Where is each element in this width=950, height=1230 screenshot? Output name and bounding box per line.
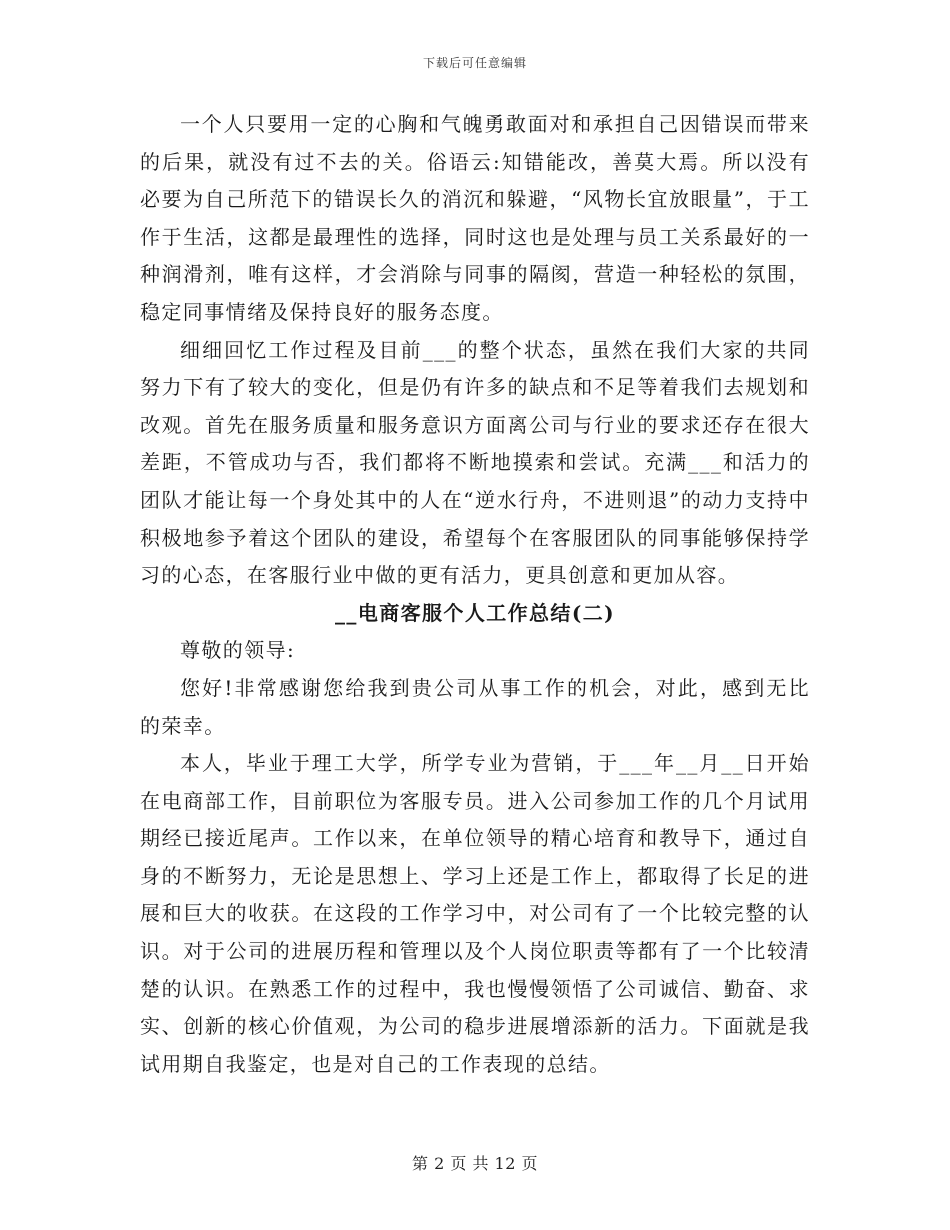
section-title: __电商客服个人工作总结(二)	[335, 600, 615, 625]
paragraph-3: 您好!非常感谢您给我到贵公司从事工作的机会，对此，感到无比的荣幸。	[140, 675, 810, 738]
page-number: 第 2 页 共 12 页	[412, 1154, 538, 1173]
salutation: 尊敬的领导:	[180, 638, 296, 663]
paragraph-2: 细细回忆工作过程及目前___的整个状态，虽然在我们大家的共同努力下有了较大的变化，但是仍有许多的缺点和不足等着我们去规划和改观。首先在服务质量和服务意识方面离公司与行业的要求还存在很大差距，不管成功与否，我们都将不断地摸索和尝试。充满___和活力的团队才能让每一个身处其中的人在“逆水行舟，不进则退”的动力支持中积极地参予着这个团队的建设，希望每个在客服团队的同事能够保持学习的心态，在客服行业中做的更有活力，更具创意和更加从容。	[140, 337, 810, 588]
document-body	[140, 106, 810, 1083]
header-note: 下载后可任意编辑	[422, 56, 527, 70]
paragraph-4: 本人，毕业于理工大学，所学专业为营销，于___年__月__日开始在电商部工作，目前职位为客服专员。进入公司参加工作的几个月试用期经已接近尾声。工作以来，在单位领导的精心培育和教导下，通过自身的不断努力，无论是思想上、学习上还是工作上，都取得了长足的进展和巨大的收获。在这段的工作学习中，对公司有了一个比较完整的认识。对于公司的进展历程和管理以及个人岗位职责等都有了一个比较清楚的认识。在熟悉工作的过程中，我也慢慢领悟了公司诚信、勤奋、求实、创新的核心价值观，为公司的稳步进展增添新的活力。下面就是我试用期自我鉴定，也是对自己的工作表现的总结。	[140, 751, 810, 1076]
paragraph-1: 一个人只要用一定的心胸和气魄勇敢面对和承担自己因错误而带来的后果，就没有过不去的关。俗语云:知错能改，善莫大焉。所以没有必要为自己所范下的错误长久的消沉和躲避，“风物长宜放眼量”，于工作于生活，这都是最理性的选择，同时这也是处理与员工关系最好的一种润滑剂，唯有这样，才会消除与同事的隔阂，营造一种轻松的氛围，稳定同事情绪及保持良好的服务态度。	[140, 112, 810, 324]
